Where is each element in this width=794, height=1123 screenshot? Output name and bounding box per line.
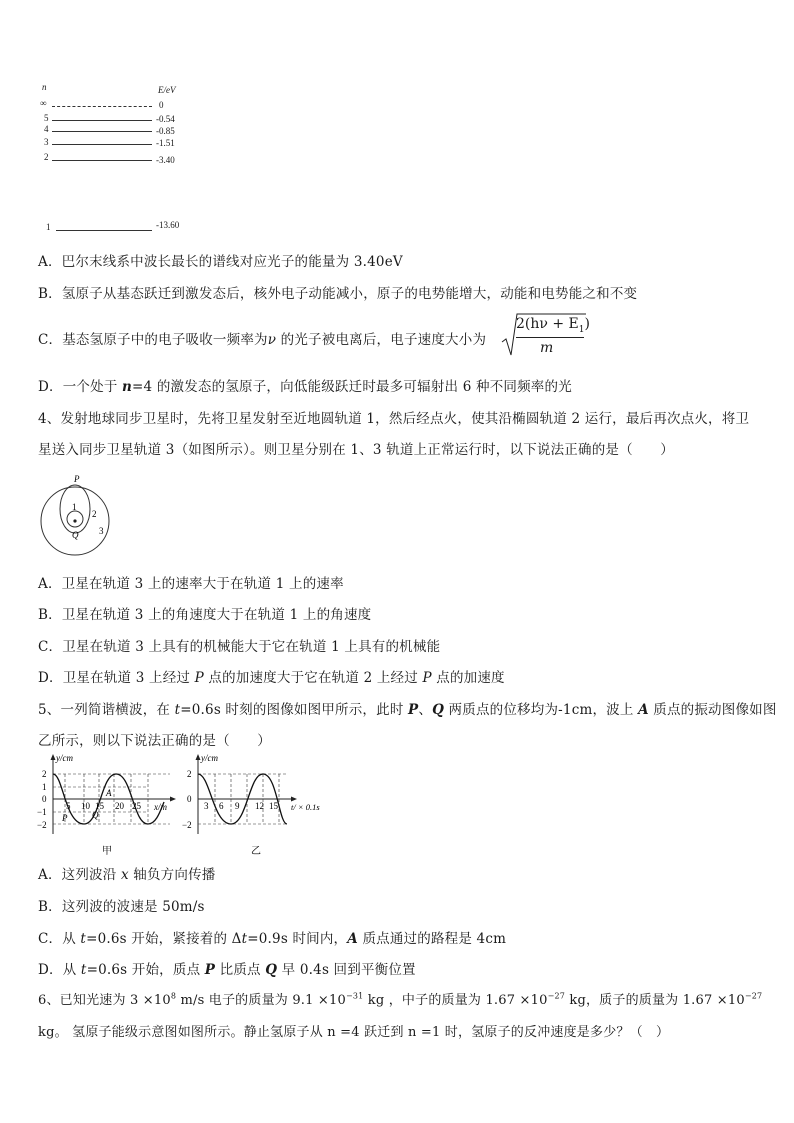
q5-option-d: D．从 t=0.6s 开始，质点 P 比质点 Q 早 0.4s 回到平衡位置 [38,962,416,978]
earth-dot [73,519,76,522]
jia-xtick-20: 20 [115,801,124,811]
jia-ytick-neg2: −2 [37,820,47,830]
level-line-inf [52,106,152,107]
level-e-1: -13.60 [156,220,180,230]
level-n-3: 3 [44,137,49,147]
e-header: E/eV [158,85,176,95]
q5-option-c: C．从 t=0.6s 开始，紧接着的 Δt=0.9s 时间内，A 质点通过的路程是 4cm [38,931,507,947]
jia-ytick-neg1: −1 [37,807,47,817]
q5-option-a: A．这列波沿 x 轴负方向传播 [38,867,216,883]
energy-level-diagram [36,80,196,240]
jia-label-a: A [106,788,112,798]
q3-c-mid: 的光子被电离后，电子速度大小为 [276,332,487,348]
level-n-2: 2 [44,152,49,162]
q3-c-pre: C．基态氢原子中的电子吸收一频率为 [38,332,268,348]
label-q: Q [72,530,79,540]
yi-xtick-6: 6 [219,801,224,811]
jia-xtick-10: 10 [81,801,90,811]
jia-ytick-0: 0 [42,794,47,804]
jia-caption: 甲 [102,846,112,857]
jia-ylabel: y/cm [56,753,73,763]
label-1: 1 [72,502,77,512]
level-n-inf: ∞ [40,98,47,108]
yi-ytick-neg2: −2 [182,820,192,830]
q5-stem-line1: 5、一列简谐横波，在 t=0.6s 时刻的图像如图甲所示，此时 P、Q 两质点的位移均为-1cm，波上 A 质点的振动图像如图 [38,702,777,718]
q3-option-d: D．一个处于 n=4 的激发态的氢原子，向低能级跃迁时最多可辐射出 6 种不同频率的光 [38,379,572,395]
jia-label-p: P [62,813,68,823]
yi-xtick-3: 3 [204,801,209,811]
level-e-2: -3.40 [156,155,175,165]
q3-option-b: B．氢原子从基态跃迁到激发态后，核外电子动能减小，原子的电势能增大，动能和电势能之和不变 [38,286,638,302]
n-header: n [42,82,47,92]
level-n-1: 1 [46,222,51,232]
yi-xtick-12: 12 [255,801,264,811]
q4-stem-line2: 星送入同步卫星轨道 3（如图所示）。则卫星分别在 1、3 轨道上正常运行时，以下说法正确的是（ ） [38,442,674,458]
q4-option-b: B．卫星在轨道 3 上的角速度大于在轨道 1 上的角速度 [38,607,372,623]
level-e-inf: 0 [159,100,164,110]
yi-xlabel: t/ × 0.1s [291,802,320,812]
q4-option-c: C．卫星在轨道 3 上具有的机械能大于它在轨道 1 上具有的机械能 [38,639,441,655]
jia-ytick-1: 1 [42,782,47,792]
level-line-1 [56,230,152,231]
label-3: 3 [99,526,104,536]
vibration-graph-yi [183,752,328,862]
wave-graph-jia [38,752,178,862]
q5-stem-line2: 乙所示，则以下说法正确的是（ ） [38,733,271,749]
yi-caption: 乙 [251,846,261,857]
q4-option-a: A．卫星在轨道 3 上的速率大于在轨道 1 上的速率 [38,576,344,592]
level-line-5 [52,120,152,121]
q3-c-formula-numerator: $2(h\nu + E_1)$ [516,316,590,335]
q6-stem-line1: 6、已知光速为 $3 \times 10^8$ m/s 电子的质量为 $9.1 \times 10^{-31}$ kg ，中子的质量为 $1.67 \times 10^{-27}$ kg，质子的质量为 $1.67 \times 10^{-27}$ [38,991,763,1008]
level-e-3: -1.51 [156,138,175,148]
yi-xtick-9: 9 [235,801,240,811]
jia-xtick-25: 25 [132,801,141,811]
q4-option-d: D．卫星在轨道 3 上经过 P 点的加速度大于它在轨道 2 上经过 P 点的加速度 [38,670,505,686]
orbit-1 [67,511,83,527]
jia-label-q: Q [92,810,99,820]
jia-xtick-15: 15 [95,801,104,811]
level-e-4: -0.85 [156,126,175,136]
q3-c-formula-denominator: m [540,340,554,356]
level-n-5: 5 [44,113,49,123]
q6-stem-line2: kg。 氢原子能级示意图如图所示。静止氢原子从 n =4 跃迁到 n =1 时，氢原子的反冲速度是多少？（ ） [38,1025,670,1040]
level-line-3 [52,144,152,145]
orbit-figure [36,472,116,558]
label-p: P [74,474,80,484]
jia-xtick-5: 5 [66,801,71,811]
q4-stem-line1: 4、发射地球同步卫星时，先将卫星发射至近地圆轨道 1，然后经点火，使其沿椭圆轨道 2 运行，最后再次点火，将卫 [38,411,750,427]
yi-ytick-0: 0 [187,794,192,804]
yi-ylabel: y/cm [201,753,218,763]
jia-xlabel: x/m [154,802,167,812]
q3-c-formula [500,312,588,358]
q3-option-a: A．巴尔末线系中波长最长的谱线对应光子的能量为 3.40eV [38,254,403,270]
q3-c-nu: ν [267,332,277,348]
jia-ytick-2: 2 [42,769,47,779]
level-n-4: 4 [44,124,49,134]
level-line-2 [52,160,152,161]
label-2: 2 [92,509,97,519]
yi-xtick-15: 15 [269,801,278,811]
q5-option-b: B．这列波的波速是 50m/s [38,899,205,915]
q3-c-fraction-bar [516,337,584,338]
level-e-5: -0.54 [156,114,175,124]
yi-ytick-2: 2 [187,769,192,779]
level-line-4 [52,131,152,132]
q3-option-c [38,328,486,348]
